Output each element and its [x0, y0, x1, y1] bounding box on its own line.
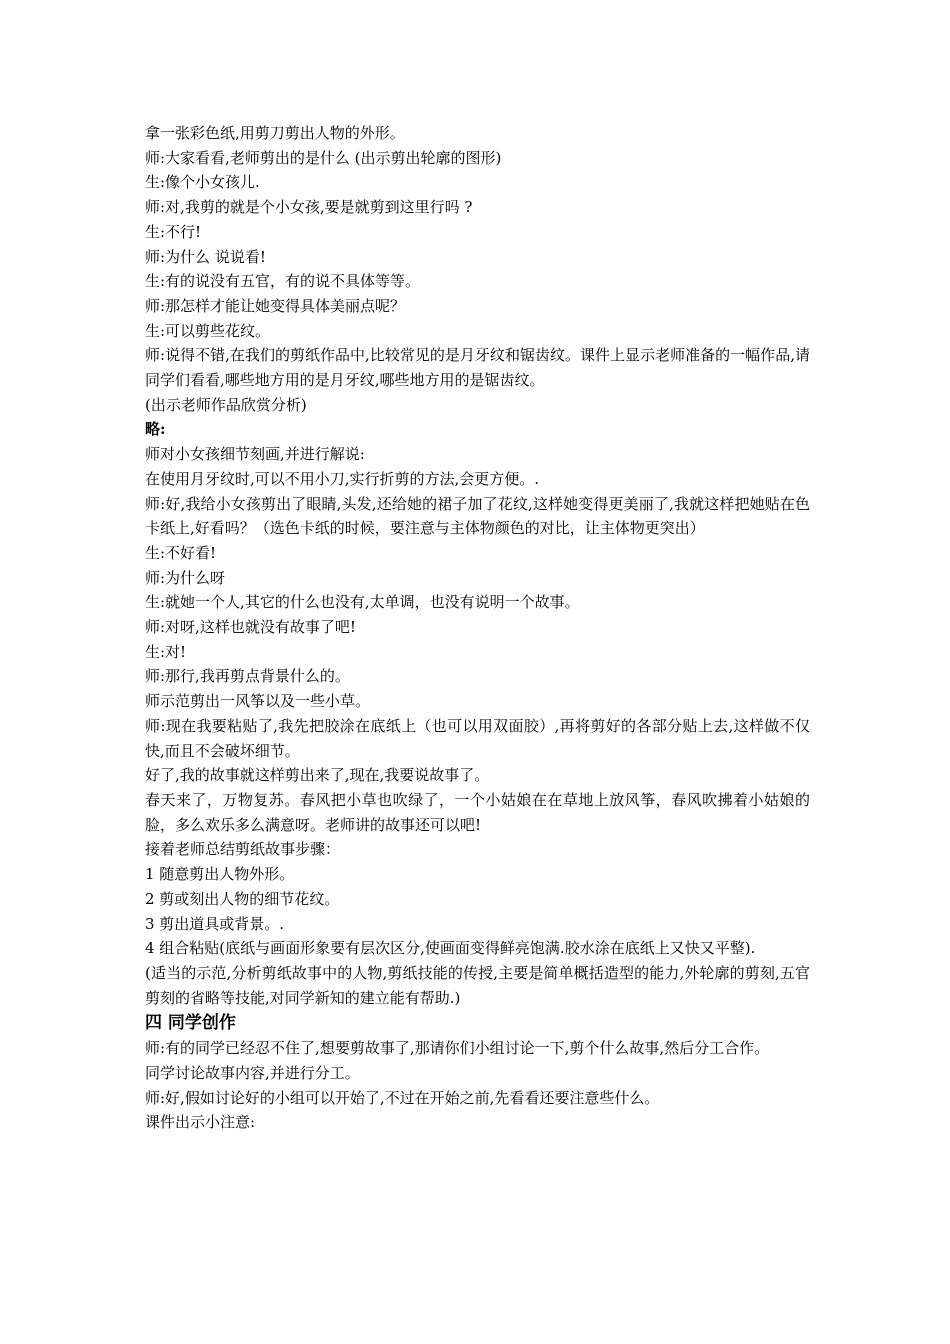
- paragraph: 师:那行,我再剪点背景什么的。: [145, 667, 350, 686]
- paragraph: 生:不好看!: [145, 543, 217, 562]
- paragraph: 1 随意剪出人物外形。: [145, 865, 295, 884]
- paragraph: 生:对!: [145, 642, 187, 661]
- paragraph: 师:大家看看,老师剪出的是什么 (出示剪出轮廓的图形): [145, 148, 502, 167]
- paragraph: 生:有的说没有五官，有的说不具体等等。: [145, 272, 421, 291]
- paragraph: 接着老师总结剪纸故事步骤：: [145, 840, 341, 859]
- paragraph: 师:对,我剪的就是个小女孩,要是就剪到这里行吗 ?: [145, 198, 473, 217]
- paragraph: 师:好,我给小女孩剪出了眼睛,头发,还给她的裙子加了花纹,这样她变得更美丽了,我就这样把她贴在色卡纸上,好看吗？（选色卡纸的时候，要注意与主体物颜色的对比，让主体物更突出）: [145, 494, 810, 538]
- section-heading: 四 同学创作: [145, 1013, 236, 1034]
- paragraph: 师:对呀,这样也就没有故事了吧!: [145, 618, 356, 637]
- paragraph: 春天来了，万物复苏。春风把小草也吹绿了，一个小姑娘在在草地上放风筝，春风吹拂着小姑娘的脸，多么欢乐多么满意呀。老师讲的故事还可以吧!: [145, 790, 810, 834]
- paragraph: 在使用月牙纹时,可以不用小刀,实行折剪的方法,会更方便。.: [145, 469, 540, 488]
- paragraph: 师:有的同学已经忍不住了,想要剪故事了,那请你们小组讨论一下,剪个什么故事,然后分工合作。: [145, 1039, 770, 1058]
- paragraph: 生:不行!: [145, 222, 202, 241]
- paragraph: 师:为什么呀: [145, 568, 226, 587]
- paragraph: 师:现在我要粘贴了,我先把胶涂在底纸上（也可以用双面胶）,再将剪好的各部分贴上去,这样做不仅快,而且不会破坏细节。: [145, 716, 810, 760]
- paragraph: 4 组合粘贴(底纸与画面形象要有层次区分,使画面变得鲜亮饱满.胶水涂在底纸上又快又平整).: [145, 939, 756, 958]
- paragraph: 师示范剪出一风筝以及一些小草。: [145, 692, 371, 711]
- paragraph: 同学讨论故事内容,并进行分工。: [145, 1064, 360, 1083]
- paragraph: 课件出示小注意:: [145, 1113, 256, 1132]
- paragraph: 师:为什么 说说看!: [145, 247, 266, 266]
- paragraph: 生:像个小女孩儿.: [145, 173, 260, 192]
- paragraph: 师:说得不错,在我们的剪纸作品中,比较常见的是月牙纹和锯齿纹。课件上显示老师准备的一幅作品,请同学们看看,哪些地方用的是月牙纹,哪些地方用的是锯齿纹。: [145, 346, 810, 390]
- paragraph: 生:就她一个人,其它的什么也没有,太单调，也没有说明一个故事。: [145, 593, 580, 612]
- paragraph: 2 剪或刻出人物的细节花纹。: [145, 889, 340, 908]
- paragraph: 拿一张彩色纸,用剪刀剪出人物的外形。: [145, 124, 405, 142]
- paragraph: (出示老师作品欣赏分析): [145, 395, 307, 414]
- paragraph: 师:好,假如讨论好的小组可以开始了,不过在开始之前,先看看还要注意些什么。: [145, 1088, 660, 1107]
- paragraph: 好了,我的故事就这样剪出来了,现在,我要说故事了。: [145, 766, 490, 785]
- document-page: [145, 121, 810, 1135]
- paragraph: 3 剪出道具或背景。.: [145, 914, 285, 933]
- paragraph: (适当的示范,分析剪纸故事中的人物,剪纸技能的传授,主要是简单概括造型的能力,外轮廓的剪刻,五官剪刻的省略等技能,对同学新知的建立能有帮助.): [145, 963, 810, 1007]
- paragraph: 师对小女孩细节刻画,并进行解说:: [145, 445, 365, 464]
- paragraph: 略:: [145, 420, 166, 439]
- paragraph: 师:那怎样才能让她变得具体美丽点呢？: [145, 296, 406, 315]
- paragraph: 生:可以剪些花纹。: [145, 321, 271, 340]
